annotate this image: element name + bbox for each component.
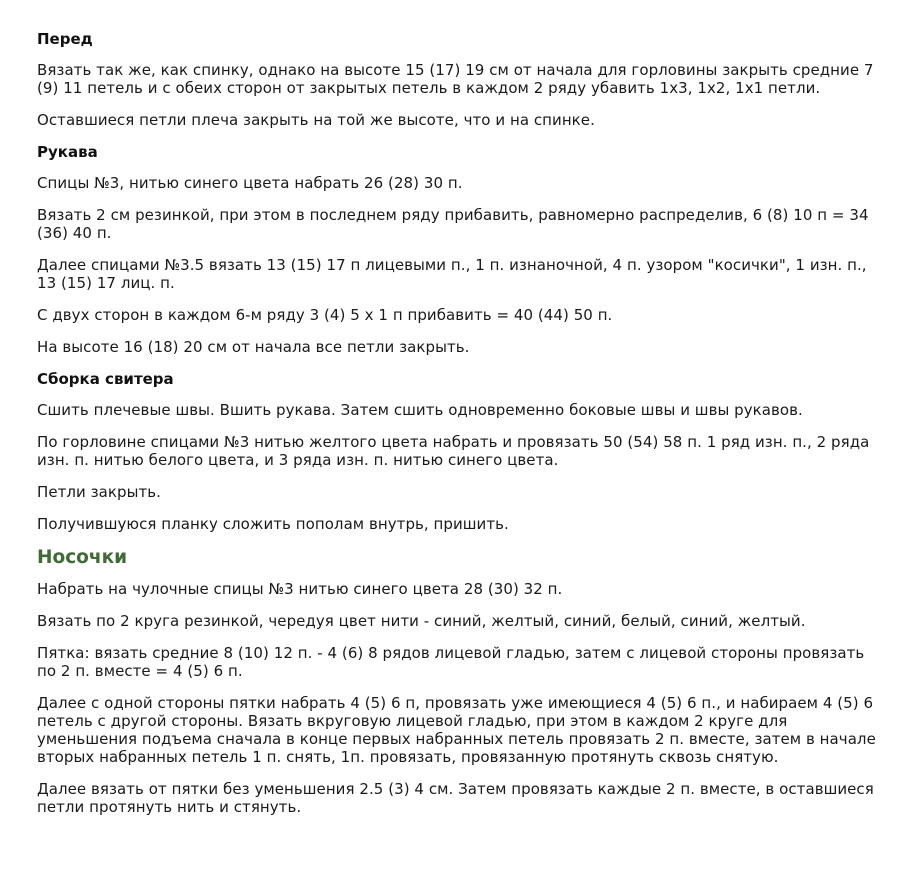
paragraph: На высоте 16 (18) 20 см от начала все петли закрыть.	[37, 338, 470, 356]
heading-assembly: Сборка свитера	[37, 370, 174, 388]
heading-sleeves: Рукава	[37, 143, 98, 161]
paragraph: С двух сторон в каждом 6-м ряду 3 (4) 5 х 1 п прибавить = 40 (44) 50 п.	[37, 306, 613, 324]
paragraph: Петли закрыть.	[37, 483, 161, 501]
paragraph: Вязать 2 см резинкой, при этом в последнем ряду прибавить, равномерно распределив, 6 (8) 10 п = 34 (36) 40 п.	[37, 206, 869, 242]
paragraph: Оставшиеся петли плеча закрыть на той же высоте, что и на спинке.	[37, 111, 595, 129]
paragraph: Набрать на чулочные спицы №3 нитью синего цвета 28 (30) 32 п.	[37, 580, 563, 598]
paragraph: По горловине спицами №3 нитью желтого цвета набрать и провязать 50 (54) 58 п. 1 ряд изн. п., 2 ряда изн. п. нитью белого цвета, и 3 ряда изн. п. нитью синего цвета.	[37, 433, 870, 469]
paragraph: Далее с одной стороны пятки набрать 4 (5) 6 п, провязать уже имеющиеся 4 (5) 6 п., и набираем 4 (5) 6 петель с другой стороны. Вязать вкруговую лицевой гладью, при этом в каждом 2 круге для уменьшения подъема сначала в конце первых набранных петель провязать 2 п. вместе, затем в начале вторых набранных петель 1 п. снять, 1п. провязать, провязанную протянуть сквозь снятую.	[37, 694, 876, 766]
paragraph: Пятка: вязать средние 8 (10) 12 п. - 4 (6) 8 рядов лицевой гладью, затем с лицевой стороны провязать по 2 п. вместе = 4 (5) 6 п.	[37, 644, 865, 680]
paragraph: Спицы №3, нитью синего цвета набрать 26 (28) 30 п.	[37, 174, 463, 192]
document-body	[37, 30, 882, 830]
paragraph: Вязать по 2 круга резинкой, чередуя цвет нити - синий, желтый, синий, белый, синий, желтый.	[37, 612, 806, 630]
paragraph: Сшить плечевые швы. Вшить рукава. Затем сшить одновременно боковые швы и швы рукавов.	[37, 401, 803, 419]
paragraph: Далее вязать от пятки без уменьшения 2.5 (3) 4 см. Затем провязать каждые 2 п. вместе, в оставшиеся петли протянуть нить и стянуть.	[37, 780, 874, 816]
paragraph: Далее спицами №3.5 вязать 13 (15) 17 п лицевыми п., 1 п. изнаночной, 4 п. узором "косички", 1 изн. п., 13 (15) 17 лиц. п.	[37, 256, 867, 292]
paragraph: Вязать так же, как спинку, однако на высоте 15 (17) 19 см от начала для горловины закрыть средние 7 (9) 11 петель и с обеих сторон от закрытых петель в каждом 2 ряду убавить 1х3, 1х2, 1х1 петли.	[37, 61, 874, 97]
section-title-socks: Носочки	[37, 547, 128, 568]
paragraph: Получившуюся планку сложить пополам внутрь, пришить.	[37, 515, 509, 533]
heading-front: Перед	[37, 30, 93, 48]
